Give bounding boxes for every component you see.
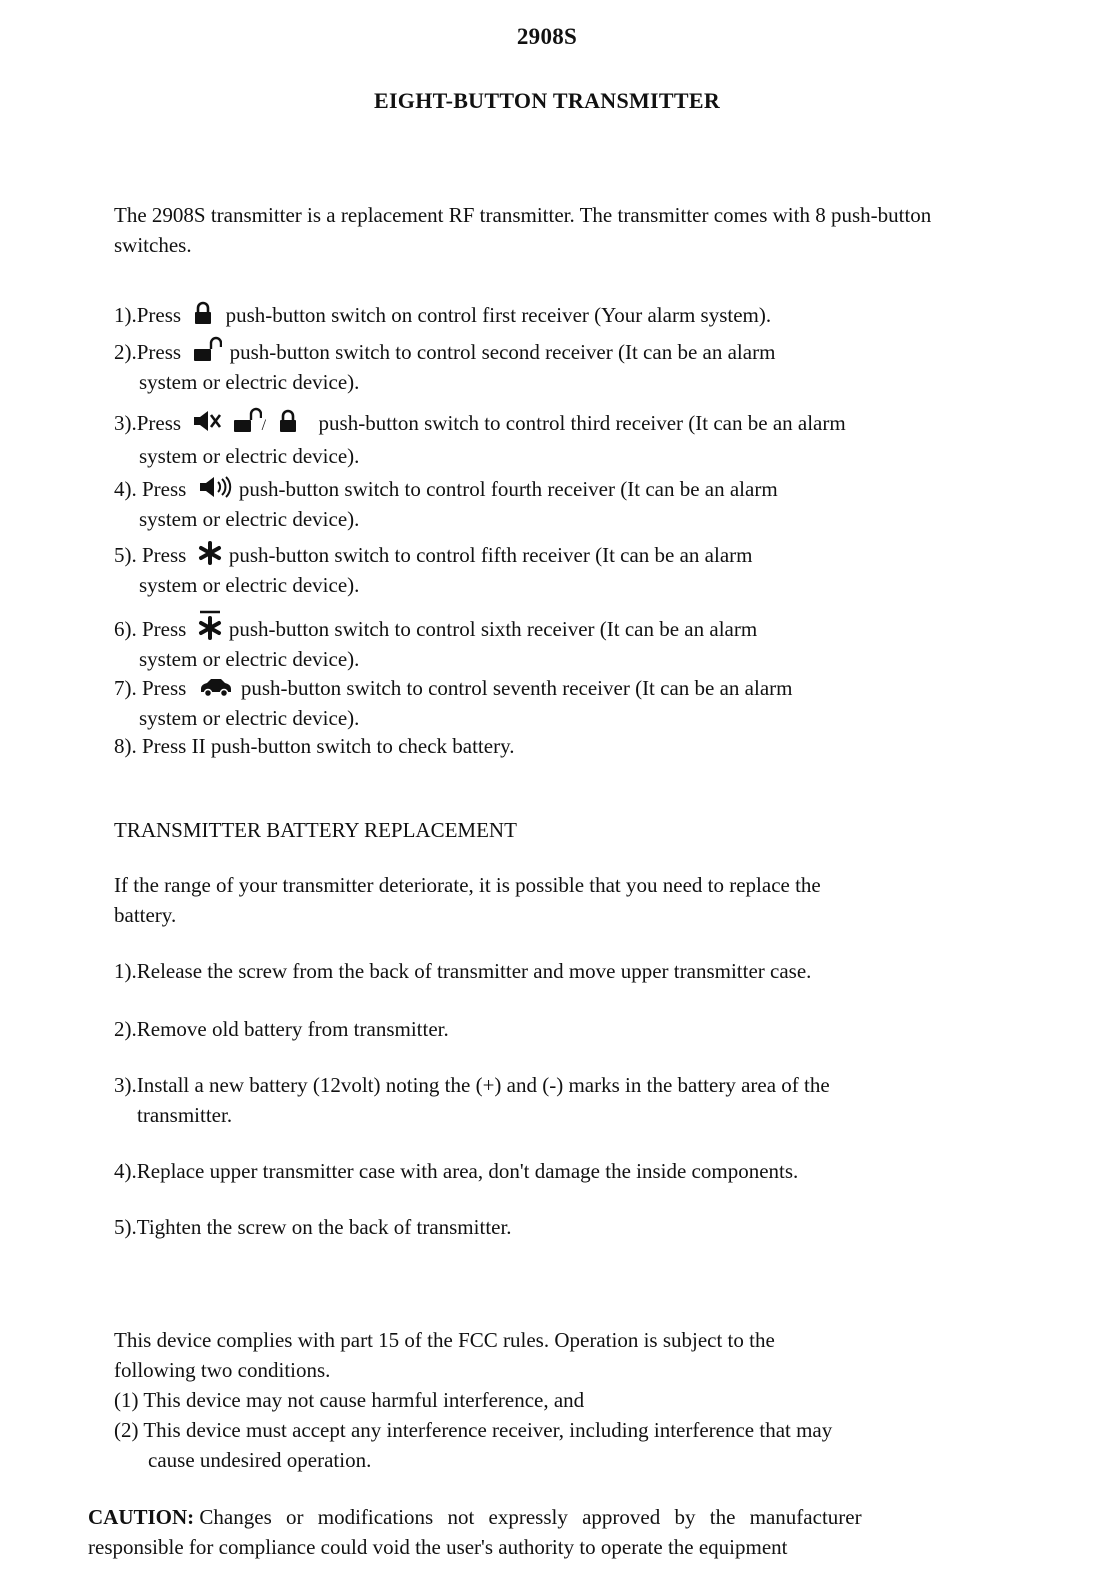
caution-notice [88, 1502, 968, 1562]
step-prefix: 1).Press [114, 303, 182, 327]
speaker-loud-icon [198, 475, 232, 499]
step-text-continued: system or electric device). [139, 647, 360, 671]
step-prefix: 2).Press [114, 340, 182, 364]
step-text-continued: system or electric device). [139, 444, 360, 468]
step-text: push-button switch to control third receiver (It can be an alarm [318, 411, 846, 435]
battery-step-1: 1).Release the screw from the back of transmitter and move upper transmitter case. [114, 959, 812, 983]
button-step-6 [114, 610, 757, 674]
step-text-continued: system or electric device). [139, 370, 360, 394]
step-text: push-button switch to control fourth receiver (It can be an alarm [238, 477, 778, 501]
battery-step-line: transmitter. [137, 1103, 233, 1127]
battery-step-line: 3).Install a new battery (12volt) noting the (+) and (-) marks in the battery area of the [114, 1073, 830, 1097]
button-step-5 [114, 540, 753, 600]
caution-text: Changes or modifications not expressly approved by the manufacturer [199, 1505, 862, 1529]
step-text-continued: system or electric device). [139, 706, 360, 730]
button-step-1 [114, 300, 771, 330]
battery-intro-line: battery. [114, 903, 177, 927]
battery-intro-line: If the range of your transmitter deteriorate, it is possible that you need to replace the [114, 873, 821, 897]
battery-step-3 [114, 1070, 830, 1130]
model-title: 2908S [516, 24, 578, 49]
step-prefix: 5). Press [114, 543, 187, 567]
step-prefix: 4). Press [114, 477, 187, 501]
fcc-condition-1: (1) This device may not cause harmful interference, and [114, 1388, 585, 1412]
icon-separator: / [261, 417, 267, 434]
fcc-condition-2: (2) This device must accept any interference receiver, including interference that may [114, 1418, 833, 1442]
step-text: push-button switch to control sixth receiver (It can be an alarm [228, 617, 758, 641]
step-text-continued: system or electric device). [139, 507, 360, 531]
caution-label: CAUTION: [88, 1505, 195, 1529]
fcc-line: This device complies with part 15 of the FCC rules. Operation is subject to the [114, 1328, 775, 1352]
battery-step-2: 2).Remove old battery from transmitter. [114, 1017, 449, 1041]
step-text: push-button switch to control second receiver (It can be an alarm [229, 340, 776, 364]
fcc-statement [114, 1325, 1014, 1475]
battery-heading: TRANSMITTER BATTERY REPLACEMENT [114, 818, 517, 842]
intro-paragraph: The 2908S transmitter is a replacement RF transmitter. The transmitter comes with 8 push-button switches. [114, 203, 932, 257]
asterisk-bar-icon [198, 610, 222, 640]
fcc-line: following two conditions. [114, 1358, 331, 1382]
step-prefix: 7). Press [114, 676, 187, 700]
speaker-mute-icon [192, 409, 222, 433]
unlock-icon [192, 336, 222, 362]
step-prefix: 6). Press [114, 617, 187, 641]
button-step-2 [114, 336, 775, 397]
button-step-8 [114, 731, 514, 761]
car-icon [198, 676, 234, 698]
unlock-icon [232, 407, 262, 433]
battery-intro [114, 870, 994, 930]
document-title: EIGHT-BUTTON TRANSMITTER [373, 88, 721, 113]
step-text: 8). Press II push-button switch to check battery. [114, 734, 515, 758]
battery-step-5: 5).Tighten the screw on the back of transmitter. [114, 1215, 512, 1239]
battery-step-4: 4).Replace upper transmitter case with area, don't damage the inside components. [114, 1159, 799, 1183]
step-text-continued: system or electric device). [139, 573, 360, 597]
lock-icon [192, 301, 214, 325]
step-text: push-button switch on control first receiver (Your alarm system). [225, 303, 772, 327]
button-step-7 [114, 673, 792, 733]
caution-text-continued: responsible for compliance could void the user's authority to operate the equipment [88, 1535, 788, 1559]
asterisk-icon [198, 541, 222, 565]
button-step-3 [114, 407, 846, 471]
step-prefix: 3).Press [114, 411, 182, 435]
step-text: push-button switch to control seventh receiver (It can be an alarm [240, 676, 793, 700]
step-text: push-button switch to control fifth receiver (It can be an alarm [228, 543, 753, 567]
fcc-condition-2-continued: cause undesired operation. [148, 1448, 372, 1472]
button-step-4 [114, 474, 778, 534]
lock-icon [277, 409, 299, 433]
